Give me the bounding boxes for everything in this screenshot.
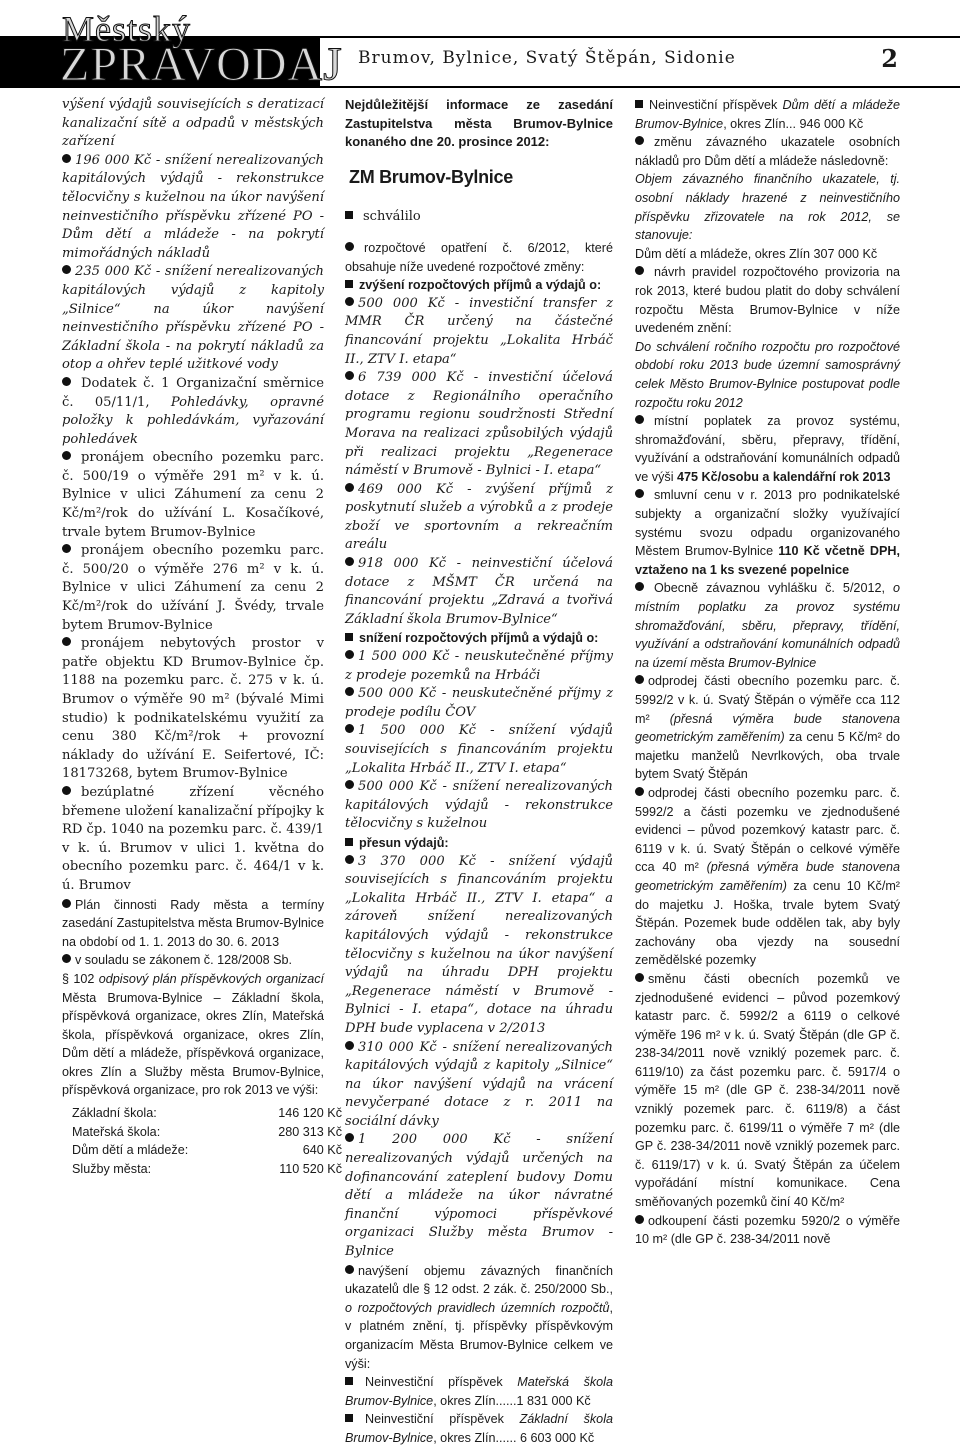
list-item: bezúplatné zřízení věcného břemene uložení kanalizační přípojky k RD čp. 1040 na pozemku parc. č. 439/1 v k. ú. Brumov v ulici 1. května do obecního pozemku parc. č. 464/1 v k. ú. Brumov [62, 784, 324, 893]
list-item: 196 000 Kč - snížení nerealizovaných kapitálových výdajů - rekonstrukce tělocvičny s kuželnou na úkor navýšení neinvestičního příspěvku zřízené PO - Dům dětí a mládeže - na pokrytí mimořádných nákladů [62, 152, 324, 261]
list-heading: zvýšení rozpočtových příjmů a výdajů o: [345, 276, 613, 295]
square-bullet-icon [345, 1377, 353, 1385]
bullet-icon [345, 371, 354, 380]
bullet-icon [62, 265, 71, 274]
page-number: 2 [881, 44, 898, 73]
section-title: ZM Brumov-Bylnice [349, 166, 513, 187]
list-item: smluvní cenu v r. 2013 pro podnikatelské subjekty a organizační složky využívající systému svozu odpadu organizovaného Městem Brumov-Bylnice 110 Kč včetně DPH, vztaženo na 1 ks svezené popelnice [635, 488, 900, 577]
bullet-icon [635, 136, 644, 145]
paragraph: výšení výdajů souvisejících s deratizací kanalizační sítě a odpadů v městských zařízení [62, 97, 324, 150]
list-item: 3 370 000 Kč - snížení výdajů souvisejících s financováním projektu „Lokalita Hrbáč II., ZTV I. etapa“ a zároveň snížení nerealizovaných kapitálových výdajů - rekonstrukce tělocvičny s kuželnou na úkor navýšení výdajů na úhradu DPH projektu „Regenerace náměstí v Brumově - Bylnici - I. etapa“, dotace na úhradu DPH bude vyplacena v 2/2013 [345, 853, 613, 1036]
bullet-icon [345, 297, 354, 306]
bullet-icon [635, 415, 644, 424]
bullet-icon [62, 377, 71, 386]
masthead [0, 0, 960, 96]
bullet-icon [635, 973, 644, 982]
list-item: odprodej části obecního pozemku parc. č. 5992/2 a části pozemku ve zjednodušené evidenci – původ pozemkový katastr parc. č. 6119 v k. ú. Svatý Štěpán o celkové výměře cca 40 m² (přesná výměra bude stanovena geometrickým zaměřením) za cenu 10 Kč/m² do majetku J. Hoška, trvale bytem Svatý Štěpán. Pozemek bude oddělen tak, aby byly zachovány oba vjezdy na sousední zemědělské pozemky [635, 785, 900, 968]
bullet-icon [345, 483, 354, 492]
list-item: 1 500 000 Kč - snížení výdajů souvisejících s financováním projektu „Lokalita Hrbáč II., ZTV I. etapa“ [345, 723, 613, 776]
bullet-icon [635, 787, 644, 796]
bullet-icon [345, 724, 354, 733]
list-item: Neinvestiční příspěvek Mateřská škola Brumov-Bylnice, okres Zlín......1 831 000 Kč [345, 1375, 613, 1408]
bullet-icon [635, 675, 644, 684]
logo-bottom: ZPRAVODAJ [60, 38, 343, 91]
square-bullet-icon [345, 1414, 353, 1422]
list-item: pronájem nebytových prostor v patře objektu KD Brumov-Bylnice čp. 1188 na pozemku parc. č. 275 v k. ú. Brumov o výměře 90 m² (bývalé Mimi studio) k podnikatelskému využití za cenu 380 Kč/m²/rok + provozní náklady do užívání E. Seifertové, IČ: 18173268, bytem Brumov-Bylnice [62, 636, 324, 782]
paragraph: § 102 odpisový plán příspěvkových organizací Města Brumova-Bylnice – Základní škola, příspěvková organizace, okres Zlín, Mateřská škola, příspěvková organizace, okres Zlín, Dům dětí a mládeže, příspěvková organizace, okres Zlín a Služby města Brumov-Bylnice, příspěvková organizace, pro rok 2013 ve výši: [62, 971, 324, 1098]
list-item: 235 000 Kč - snížení nerealizovaných kapitálových výdajů z kapitoly „Silnice“ na úkor navýšení neinvestičního příspěvku zřízené PO - Základní škola - na pokrytí nákladů za otop a ohřev teplé užitkové vody [62, 264, 324, 373]
logo [60, 9, 343, 91]
bullet-icon [345, 1133, 354, 1142]
bullet-icon [345, 242, 354, 251]
square-bullet-icon [345, 838, 353, 846]
bullet-icon [62, 451, 71, 460]
list-item: Obecně závaznou vyhlášku č. 5/2012, o místním poplatku za provoz systému shromažďování, sběru, přepravy, třídění, využívání a odstraňování komunálních odpadů na území města Brumov-Bylnice [635, 581, 900, 670]
list-item: Neinvestiční příspěvek Základní škola Brumov-Bylnice, okres Zlín...... 6 603 000 Kč [345, 1412, 613, 1445]
square-bullet-icon [345, 633, 353, 641]
intro-heading: Nejdůležitější informace ze zasedání Zastupitelstva města Brumov-Bylnice konaného dne 20. prosince 2012: [345, 97, 613, 150]
list-item: 1 500 000 Kč - neuskutečněné příjmy z prodeje pozemků na Hrbáči [345, 649, 613, 683]
list-item: pronájem obecního pozemku parc. č. 500/20 o výměře 276 m² v k. ú. Bylnice v ulici Záhumení za cenu 2 Kč/m²/rok do užívání J. Švédy, trvale bytem Brumov-Bylnice [62, 543, 324, 633]
bullet-icon [62, 154, 71, 163]
subsection-heading: schválilo [345, 208, 613, 227]
bullet-icon [345, 780, 354, 789]
paragraph: Do schválení ročního rozpočtu pro rozpočtové období roku 2013 bude územní samosprávný celek Město Brumov-Bylnice postupovat podle rozpočtu roku 2012 [635, 339, 900, 410]
list-item: 918 000 Kč - neinvestiční účelová dotace z MŠMT ČR určená na financování projektu „Zdravá a tvořivá Základní škola Brumov-Bylnice“ [345, 556, 613, 627]
bullet-icon [345, 1041, 354, 1050]
table-row: Služby města: 110 520 Kč [72, 1161, 342, 1176]
list-item: 469 000 Kč - zvýšení příjmů z poskytnutí služeb a výrobků a z prodeje zboží ve sportovním a rekreačním areálu [345, 481, 613, 553]
list-item: návrh pravidel rozpočtového provizoria na rok 2013, které budou platit do doby schválení rozpočtu Města Brumov-Bylnice v níže uvedeném znění: [635, 265, 900, 336]
column-1 [62, 96, 342, 1178]
list-item: 500 000 Kč - snížení nerealizovaných kapitálových výdajů - rekonstrukce tělocvičny s kuželnou [345, 779, 613, 832]
column-2 [345, 96, 613, 1448]
bullet-icon [345, 650, 354, 659]
list-item: Dodatek č. 1 Organizační směrnice č. 05/11/1, Pohledávky, opravné položky k pohledávkám, vyřazování pohledávek [62, 375, 324, 447]
bullet-icon [62, 786, 71, 795]
square-bullet-icon [635, 100, 643, 108]
logo-top: Městský [62, 9, 192, 49]
bullet-icon [62, 899, 71, 908]
table-row: Základní škola: 146 120 Kč [72, 1106, 342, 1121]
bullet-icon [635, 266, 644, 275]
bullet-icon [62, 954, 71, 963]
header-towns: Brumov, Bylnice, Svatý Štěpán, Sidonie [358, 48, 736, 68]
list-heading: snížení rozpočtových příjmů a výdajů o: [345, 629, 613, 648]
list-item: odprodej části obecního pozemku parc. č. 5992/2 v k. ú. Svatý Štěpán o výměře cca 112 m² (přesná výměra bude stanovena geometrickým zaměřením) za cenu 5 Kč/m² do majetku manželů Nevrlkových, oba trvale bytem Svatý Štěpán [635, 674, 900, 782]
table-row: Mateřská škola: 280 313 Kč [72, 1124, 342, 1139]
bullet-icon [345, 1265, 354, 1274]
bullet-icon [345, 687, 354, 696]
bullet-icon [635, 1215, 644, 1224]
list-item: 500 000 Kč - neuskutečněné příjmy z prodeje podílu ČOV [345, 686, 613, 720]
paragraph: Objem závazného finančního ukazatele, tj. osobní náklady hrazené z neinvestičního příspěvku zřizovatele na rok 2012, se stanovuje: [635, 172, 900, 243]
bullet-icon [635, 582, 644, 591]
square-bullet-icon [345, 280, 353, 288]
bullet-icon [345, 855, 354, 864]
list-item: 1 200 000 Kč - snížení nerealizovaných výdajů určených na dofinancování zateplení budovy Domu dětí a mládeže na úkor návratné finanční výpomoci příspěvkové organizaci Služby města Brumov - Bylnice [345, 1132, 613, 1260]
bullet-icon [62, 637, 71, 646]
bullet-icon [635, 489, 644, 498]
square-bullet-icon [345, 211, 353, 219]
list-item: 6 739 000 Kč - investiční účelová dotace z Regionálního operačního programu regionu soudržnosti Střední Morava na realizaci způsobilých výdajů při realizaci projektu „Regenerace náměstí v Brumově - Bylnici - I. etapa“ [345, 370, 613, 479]
list-item: navýšení objemu závazných finančních ukazatelů dle § 12 odst. 2 zák. č. 250/2000 Sb., o rozpočtových pravidlech územních rozpočtů, v platném znění, tj. příspěvky příspěvkovým organizacím Města Brumov-Bylnice celkem ve výši: [345, 1263, 613, 1371]
table-row: Dům dětí a mládeže: 640 Kč [72, 1143, 342, 1158]
list-heading: přesun výdajů: [345, 834, 613, 853]
list-item: změnu závazného ukazatele osobních nákladů pro Dům dětí a mládeže následovně: [635, 135, 900, 168]
bullet-icon [345, 557, 354, 566]
list-item: Plán činnosti Rady města a termíny zasedání Zastupitelstva města Brumov-Bylnice na období od 1. 1. 2013 do 30. 6. 2013 [62, 897, 324, 949]
depreciation-table [72, 1104, 342, 1178]
list-item: směnu části obecních pozemků ve zjednodušené evidenci – původ pozemkový katastr parc. č. 5992/2 a 6119 o celkové výměře 196 m² v k. ú. Svatý Štěpán (dle GP č. 238-34/2011 nově vzniklý pozemek parc. č. 6119/10) za část pozemku parc. č. 5917/4 o výměře 15 m² (dle GP č. 238-34/2011 nově vzniklý pozemek parc. č. 6119/8) a část pozemku parc. č. 6199/11 o výměře 7 m² (dle GP č. 238-34/2011 nově vzniklý pozemek parc. č. 6119/17) v k. ú. Svatý Štěpán za účelem vypořádání místní komunikace. Cena směňovaných pozemků činí 40 Kč/m² [635, 971, 900, 1210]
paragraph: Dům dětí a mládeže, okres Zlín 307 000 Kč [635, 246, 878, 261]
list-item: odkoupení části pozemku 5920/2 o výměře 10 m² (dle GP č. 238-34/2011 nově [635, 1213, 900, 1247]
list-item: 310 000 Kč - snížení nerealizovaných kapitálových výdajů z kapitoly „Silnice“ na úkor navýšení výdajů na vrácení nevyčerpané dotace z r. 2011 na sociální dávky [345, 1039, 613, 1129]
list-item: místní poplatek za provoz systému, shromažďování, sběru, přepravy, třídění, využívání a odstraňování komunálních odpadů ve výši 475 Kč/osobu a kalendářní rok 2013 [635, 414, 900, 484]
list-item: 500 000 Kč - investiční transfer z MMR ČR určený na částečné financování projektu „Lokalita Hrbáč II., ZTV I. etapa“ [345, 295, 613, 367]
column-3 [635, 96, 900, 1249]
list-item: v souladu se zákonem č. 128/2008 Sb. [62, 951, 324, 970]
list-item: rozpočtové opatření č. 6/2012, které obsahuje níže uvedené rozpočtové změny: [345, 240, 613, 274]
list-item: Neinvestiční příspěvek Dům dětí a mládeže Brumov-Bylnice, okres Zlín... 946 000 Kč [635, 98, 900, 131]
list-item: pronájem obecního pozemku parc. č. 500/19 o výměře 291 m² v k. ú. Bylnice v ulici Záhumení za cenu 2 Kč/m²/rok do užívání L. Kosačíkové, trvale bytem Brumov-Bylnice [62, 450, 324, 540]
bullet-icon [62, 544, 71, 553]
